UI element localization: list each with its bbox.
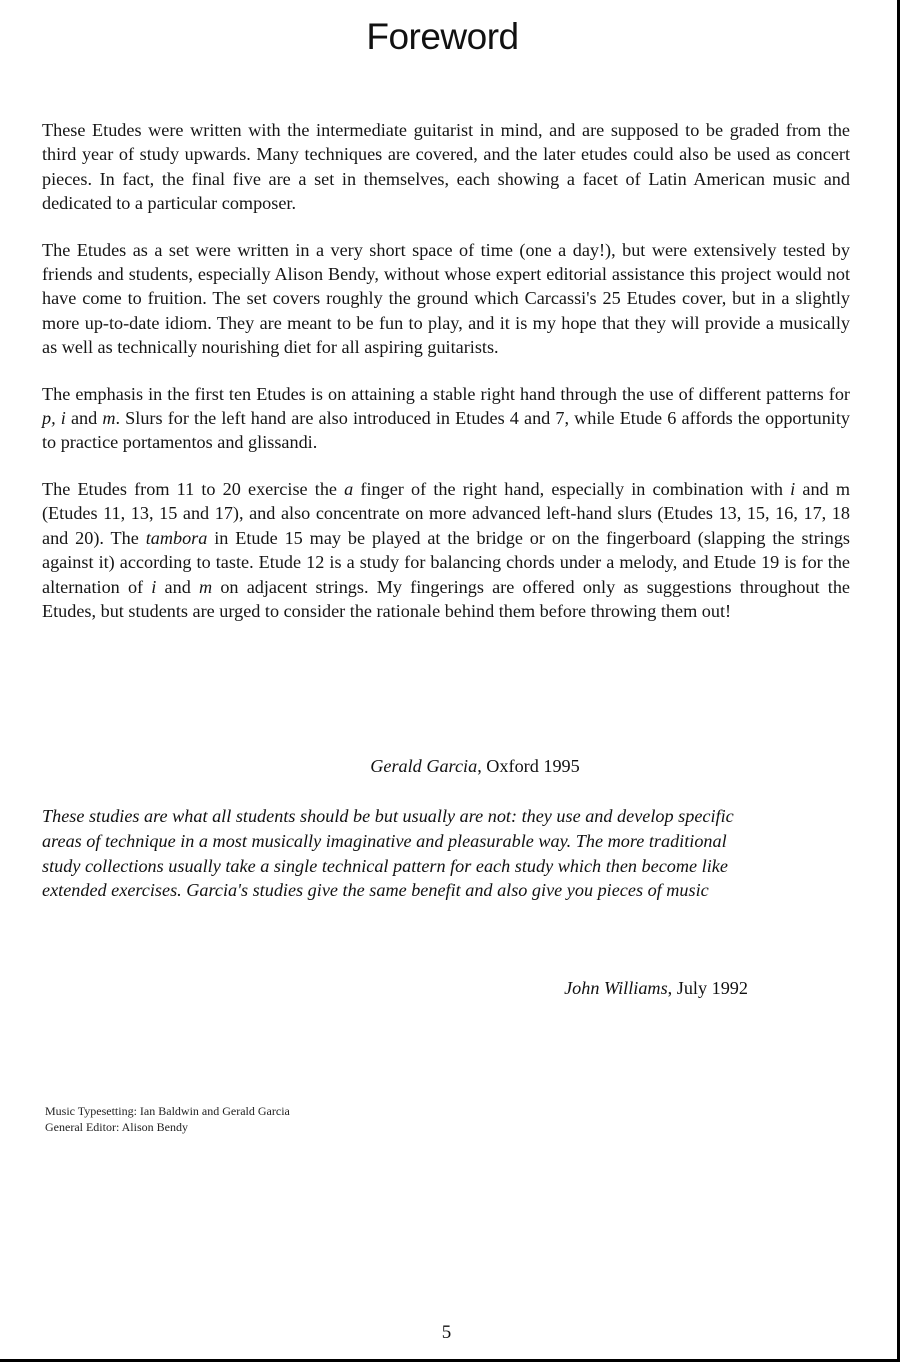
paragraph-text: and xyxy=(156,576,199,597)
paragraph-text: . Slurs for the left hand are also introduced in Etudes 4 and 7, while Etude 6 affords the opportunity to practice portamentos and glissandi. xyxy=(42,408,850,453)
paragraph-text: finger of the right hand, especially in combination with xyxy=(353,478,791,499)
paragraph-text: The Etudes from 11 to 20 exercise the xyxy=(42,478,345,499)
italic-term: i xyxy=(151,576,157,597)
credit-typesetting: Music Typesetting: Ian Baldwin and Gerald Garcia xyxy=(45,1104,290,1118)
italic-term: i xyxy=(790,478,796,499)
foreword-paragraph xyxy=(42,238,850,360)
paragraph-text: on adjacent strings. My fingerings are offered only as suggestions throughout the Etudes, but students are urged to consider the rationale behind them before throwing them out! xyxy=(42,576,850,621)
author-signature xyxy=(0,756,900,777)
paragraph-text: The Etudes as a set were written in a very short space of time (one a day!), but were extensively tested by friends and students, especially Alison Bendy, without whose expert editorial assistance this project would not have come to fruition. The set covers roughly the ground which Carcassi's 25 Etudes cover, but in a slightly more up-to-date idiom. They are meant to be fun to play, and it is my hope that they will provide a musically as well as technically nourishing diet for all aspiring guitarists. xyxy=(42,239,850,358)
credit-editor: General Editor: Alison Bendy xyxy=(45,1120,188,1134)
credits xyxy=(45,1103,290,1135)
foreword-paragraph xyxy=(42,118,850,216)
page-title: Foreword xyxy=(366,16,519,57)
endorsement-quote: These studies are what all students should be but usually are not: they use and develop specific areas of technique in a most musically imaginative and pleasurable way. The more traditional study collections usually take a single technical pattern for each study which then become like extended exercises. Garcia's studies give the same benefit and also give you pieces of music xyxy=(42,806,734,901)
paragraph-text: The emphasis in the first ten Etudes is on attaining a stable right hand through the use of different patterns for xyxy=(42,383,850,404)
author-name: Gerald Garcia xyxy=(370,756,478,776)
paragraph-text: and xyxy=(65,408,103,429)
endorsement-signature xyxy=(0,978,748,999)
endorser-name: John Williams xyxy=(564,978,668,998)
foreword-paragraph xyxy=(42,477,850,623)
endorser-date: , July 1992 xyxy=(667,978,748,998)
italic-term: m xyxy=(102,408,116,429)
italic-term: a xyxy=(344,478,354,499)
italic-term: m xyxy=(199,576,213,597)
paragraph-text: These Etudes were written with the intermediate guitarist in mind, and are supposed to be graded from the third year of study upwards. Many techniques are covered, and the later etudes could also be used as concert pieces. In fact, the final five are a set in themselves, each showing a facet of Latin American music and dedicated to a particular composer. xyxy=(42,120,850,214)
page-number: 5 xyxy=(441,1322,452,1343)
paragraph-text: in Etude 15 may be played at the bridge or on the fingerboard (slapping the strings against it) according to taste. Etude 12 is a study for balancing chords under a melody, and Etude 19 is for the alternation of xyxy=(42,527,850,597)
italic-term: tambora xyxy=(145,527,208,548)
foreword-body xyxy=(42,118,850,645)
italic-term: p, i xyxy=(42,408,66,429)
author-place-date: , Oxford 1995 xyxy=(477,756,580,776)
foreword-paragraph xyxy=(42,382,850,455)
paragraph-text: and m (Etudes 11, 13, 15 and 17), and also concentrate on more advanced left-hand slurs (Etudes 13, 15, 16, 17, 18 and 20). The xyxy=(42,478,850,548)
